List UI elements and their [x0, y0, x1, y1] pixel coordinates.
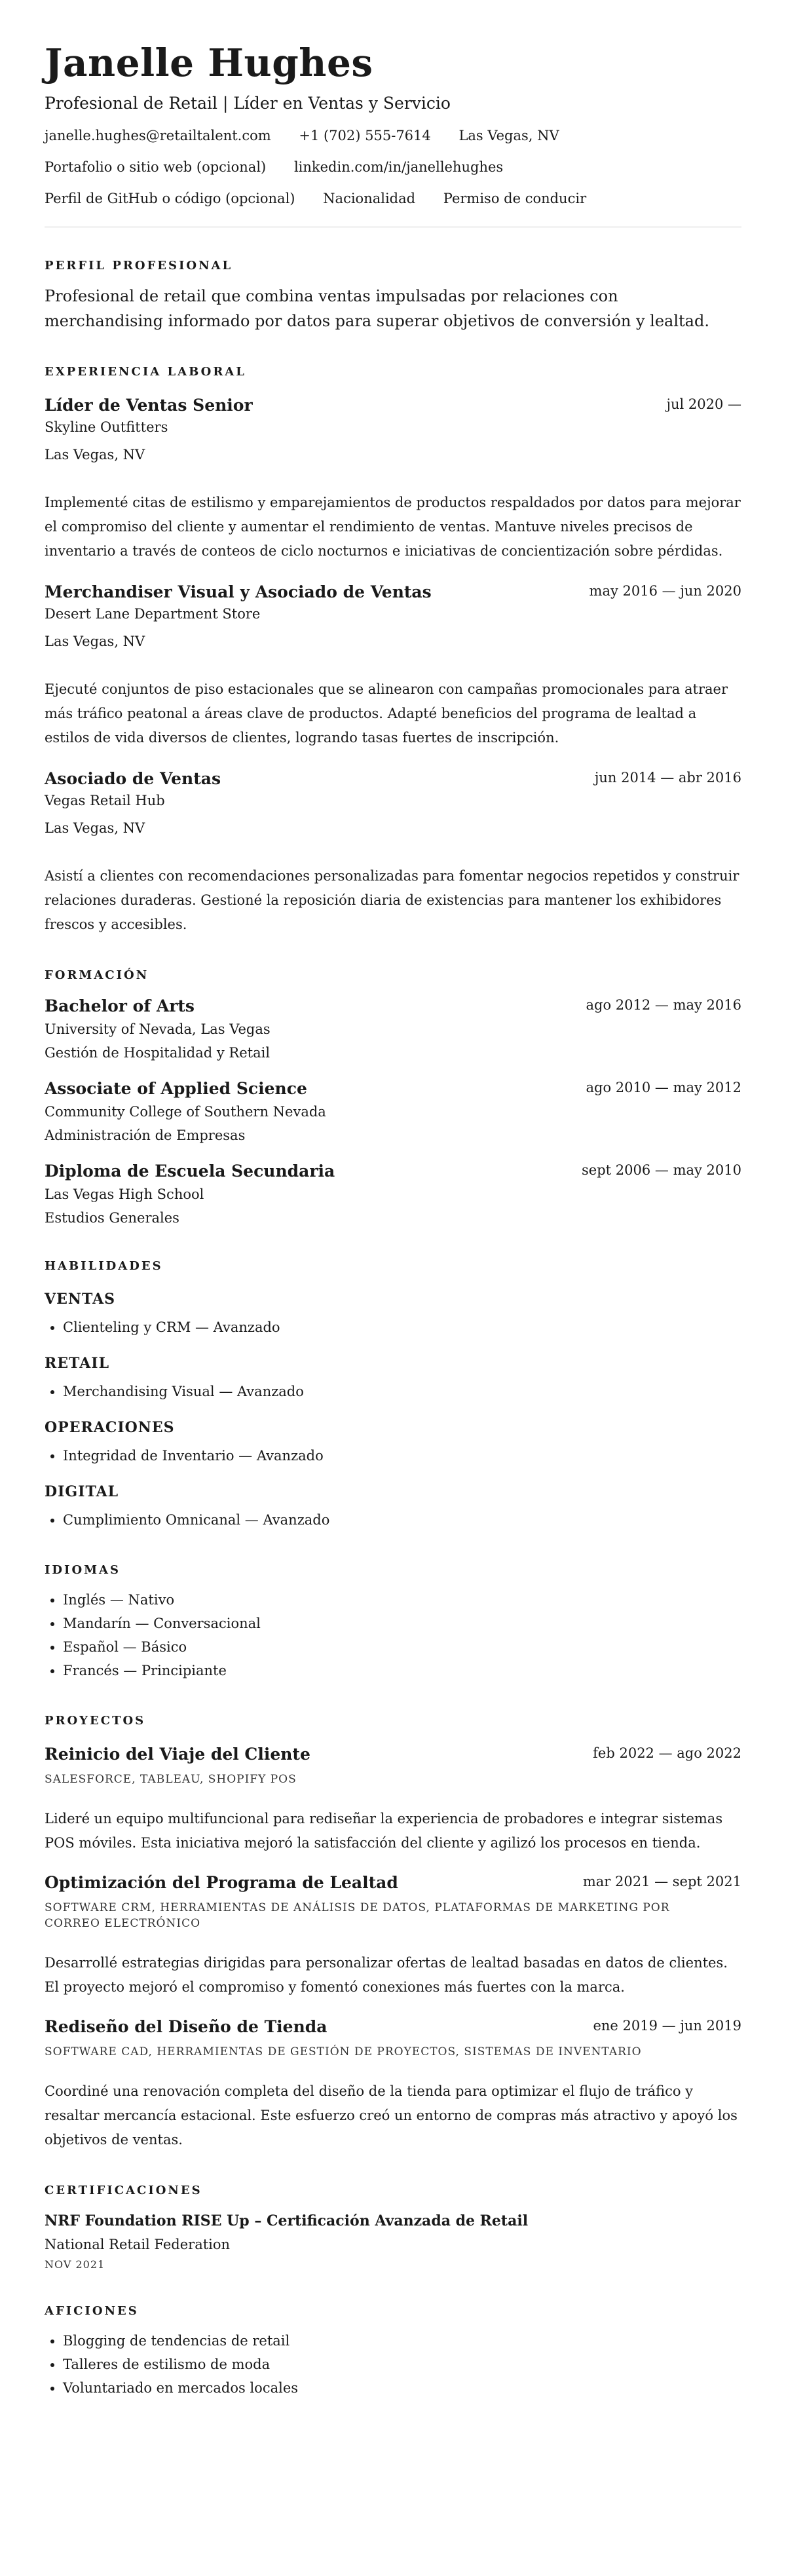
drivers-license: Permiso de conducir: [443, 191, 587, 206]
skill-item: • Integridad de Inventario — Avanzado: [63, 1444, 741, 1468]
profile-section: [45, 257, 741, 333]
language-item: • Francés — Principiante: [63, 1659, 741, 1682]
experience-entry: [45, 768, 741, 937]
job-title: Merchandiser Visual y Asociado de Ventas: [45, 582, 432, 601]
contact-phone[interactable]: +1 (702) 555-7614: [299, 128, 431, 143]
projects-heading: PROYECTOS: [45, 1714, 146, 1728]
certification-issuer: National Retail Federation: [45, 2237, 231, 2252]
hobby-list: [45, 2329, 741, 2400]
job-title: Asociado de Ventas: [45, 769, 221, 788]
project-tech: SALESFORCE, TABLEAU, SHOPIFY POS: [45, 1773, 297, 1786]
experience-section: [45, 364, 741, 937]
skill-item: • Cumplimiento Omnicanal — Avanzado: [63, 1508, 741, 1532]
skill-category: VENTAS: [45, 1291, 116, 1308]
job-title: Líder de Ventas Senior: [45, 396, 253, 415]
job-company: Skyline Outfitters: [45, 419, 168, 435]
project-title: Optimización del Programa de Lealtad: [45, 1873, 398, 1892]
skill-category: OPERACIONES: [45, 1419, 175, 1436]
field-of-study: Gestión de Hospitalidad y Retail: [45, 1045, 271, 1061]
education-entry: [45, 1078, 741, 1145]
project-dates: feb 2022 — ago 2022: [593, 1745, 741, 1761]
job-location: Las Vegas, NV: [45, 820, 145, 836]
languages-heading: IDIOMAS: [45, 1563, 121, 1577]
job-description: Asistí a clientes con recomendaciones personalizadas para fomentar negocios repetidos y construir relaciones duraderas. Gestioné la reposición diaria de existencias para mantener los exhibidores frescos y accesibles.: [45, 868, 739, 932]
job-dates: jul 2020 —: [666, 396, 741, 412]
experience-heading: EXPERIENCIA LABORAL: [45, 365, 246, 379]
degree-dates: sept 2006 — may 2010: [582, 1162, 741, 1178]
field-of-study: Administración de Empresas: [45, 1127, 246, 1143]
project-title: Rediseño del Diseño de Tienda: [45, 2017, 328, 2036]
linkedin-link[interactable]: linkedin.com/in/janellehughes: [293, 159, 504, 175]
project-tech: SOFTWARE CRM, HERRAMIENTAS DE ANÁLISIS DE DATOS, PLATAFORMAS DE MARKETING POR CORREO ELECTRÓNICO: [45, 1901, 670, 1930]
skills-heading: HABILIDADES: [45, 1259, 163, 1273]
skill-category: RETAIL: [45, 1355, 110, 1372]
project-dates: ene 2019 — jun 2019: [593, 2018, 741, 2034]
contact-row-links: [45, 157, 741, 177]
project-description: Coordiné una renovación completa del diseño de la tienda para optimizar el flujo de tráfico y resaltar mercancía estacional. Este esfuerzo creó un entorno de compras más atractivo y apoyó los objetivos de ventas.: [45, 2083, 738, 2148]
education-entry: [45, 996, 741, 1063]
project-dates: mar 2021 — sept 2021: [582, 1874, 741, 1889]
project-entry: [45, 2017, 741, 2152]
hobbies-heading: AFICIONES: [45, 2304, 139, 2318]
profile-heading: PERFIL PROFESIONAL: [45, 259, 233, 273]
certifications-heading: CERTIFICACIONES: [45, 2184, 202, 2197]
experience-entry: [45, 395, 741, 563]
skill-list: [45, 1508, 741, 1532]
skill-list: [45, 1444, 741, 1468]
job-location: Las Vegas, NV: [45, 447, 145, 463]
hobby-item: • Voluntariado en mercados locales: [63, 2376, 741, 2400]
project-tech: SOFTWARE CAD, HERRAMIENTAS DE GESTIÓN DE PROYECTOS, SISTEMAS DE INVENTARIO: [45, 2045, 642, 2058]
contact-row-extra: [45, 189, 741, 208]
projects-section: [45, 1713, 741, 2152]
skill-category: DIGITAL: [45, 1483, 119, 1500]
school-name: University of Nevada, Las Vegas: [45, 1021, 271, 1037]
certifications-section: [45, 2182, 741, 2273]
field-of-study: Estudios Generales: [45, 1210, 179, 1226]
hobby-item: • Blogging de tendencias de retail: [63, 2329, 741, 2353]
job-location: Las Vegas, NV: [45, 634, 145, 649]
candidate-subtitle: Profesional de Retail | Líder en Ventas y Servicio: [45, 94, 451, 113]
school-name: Community College of Southern Nevada: [45, 1104, 326, 1120]
school-name: Las Vegas High School: [45, 1186, 204, 1202]
skill-list: [45, 1380, 741, 1403]
languages-section: [45, 1562, 741, 1682]
education-entry: [45, 1161, 741, 1228]
portfolio-link[interactable]: Portafolio o sitio web (opcional): [45, 159, 267, 175]
candidate-name: Janelle Hughes: [45, 41, 373, 85]
certification-title: NRF Foundation RISE Up – Certificación Avanzada de Retail: [45, 2212, 529, 2229]
hobby-item: • Talleres de estilismo de moda: [63, 2353, 741, 2376]
skill-item: • Clienteling y CRM — Avanzado: [63, 1316, 741, 1339]
degree-title: Bachelor of Arts: [45, 996, 195, 1015]
resume-header: [45, 39, 741, 227]
education-heading: FORMACIÓN: [45, 968, 149, 982]
language-item: • Inglés — Nativo: [63, 1588, 741, 1612]
skills-section: [45, 1258, 741, 1532]
certification-date: NOV 2021: [45, 2258, 105, 2271]
contact-email[interactable]: janelle.hughes@retailtalent.com: [45, 128, 271, 143]
nationality: Nacionalidad: [323, 191, 416, 206]
contact-location: Las Vegas, NV: [458, 128, 559, 143]
language-item: • Mandarín — Conversacional: [63, 1612, 741, 1635]
github-link[interactable]: Perfil de GitHub o código (opcional): [45, 191, 295, 206]
project-description: Lideré un equipo multifuncional para rediseñar la experiencia de probadores e integrar sistemas POS móviles. Esta iniciativa mejoró la satisfacción del cliente y agilizó los procesos en tienda.: [45, 1811, 723, 1851]
contact-row-primary: [45, 126, 741, 145]
language-list: [45, 1588, 741, 1682]
project-description: Desarrollé estrategias dirigidas para personalizar ofertas de lealtad basadas en datos de clientes. El proyecto mejoró el compromiso y fomentó conexiones más fuertes con la marca.: [45, 1955, 728, 1995]
job-dates: may 2016 — jun 2020: [589, 583, 741, 599]
degree-title: Associate of Applied Science: [45, 1079, 307, 1098]
project-entry: [45, 1744, 741, 1855]
skill-list: [45, 1316, 741, 1339]
degree-title: Diploma de Escuela Secundaria: [45, 1162, 335, 1181]
project-title: Reinicio del Viaje del Cliente: [45, 1745, 310, 1764]
education-section: [45, 967, 741, 1228]
job-dates: jun 2014 — abr 2016: [594, 770, 741, 786]
degree-dates: ago 2010 — may 2012: [586, 1080, 741, 1095]
profile-summary: Profesional de retail que combina ventas impulsadas por relaciones con merchandising informado por datos para superar objetivos de conversión y lealtad.: [45, 287, 709, 330]
language-item: • Español — Básico: [63, 1635, 741, 1659]
job-description: Ejecuté conjuntos de piso estacionales que se alinearon con campañas promocionales para atraer más tráfico peatonal a áreas clave de productos. Adapté beneficios del programa de lealtad a estilos de vida diversos de clientes, logrando tasas fuertes de inscripción.: [45, 681, 728, 746]
experience-entry: [45, 582, 741, 750]
hobbies-section: [45, 2303, 741, 2400]
degree-dates: ago 2012 — may 2016: [586, 997, 741, 1013]
project-entry: [45, 1872, 741, 1999]
job-description: Implementé citas de estilismo y emparejamientos de productos respaldados por datos para mejorar el compromiso del cliente y aumentar el rendimiento de ventas. Mantuve niveles precisos de inventario a través de conteos de ciclo nocturnos e iniciativas de concientización sobre pérdidas.: [45, 495, 741, 559]
job-company: Vegas Retail Hub: [45, 793, 165, 808]
job-company: Desert Lane Department Store: [45, 606, 261, 622]
skill-item: • Merchandising Visual — Avanzado: [63, 1380, 741, 1403]
